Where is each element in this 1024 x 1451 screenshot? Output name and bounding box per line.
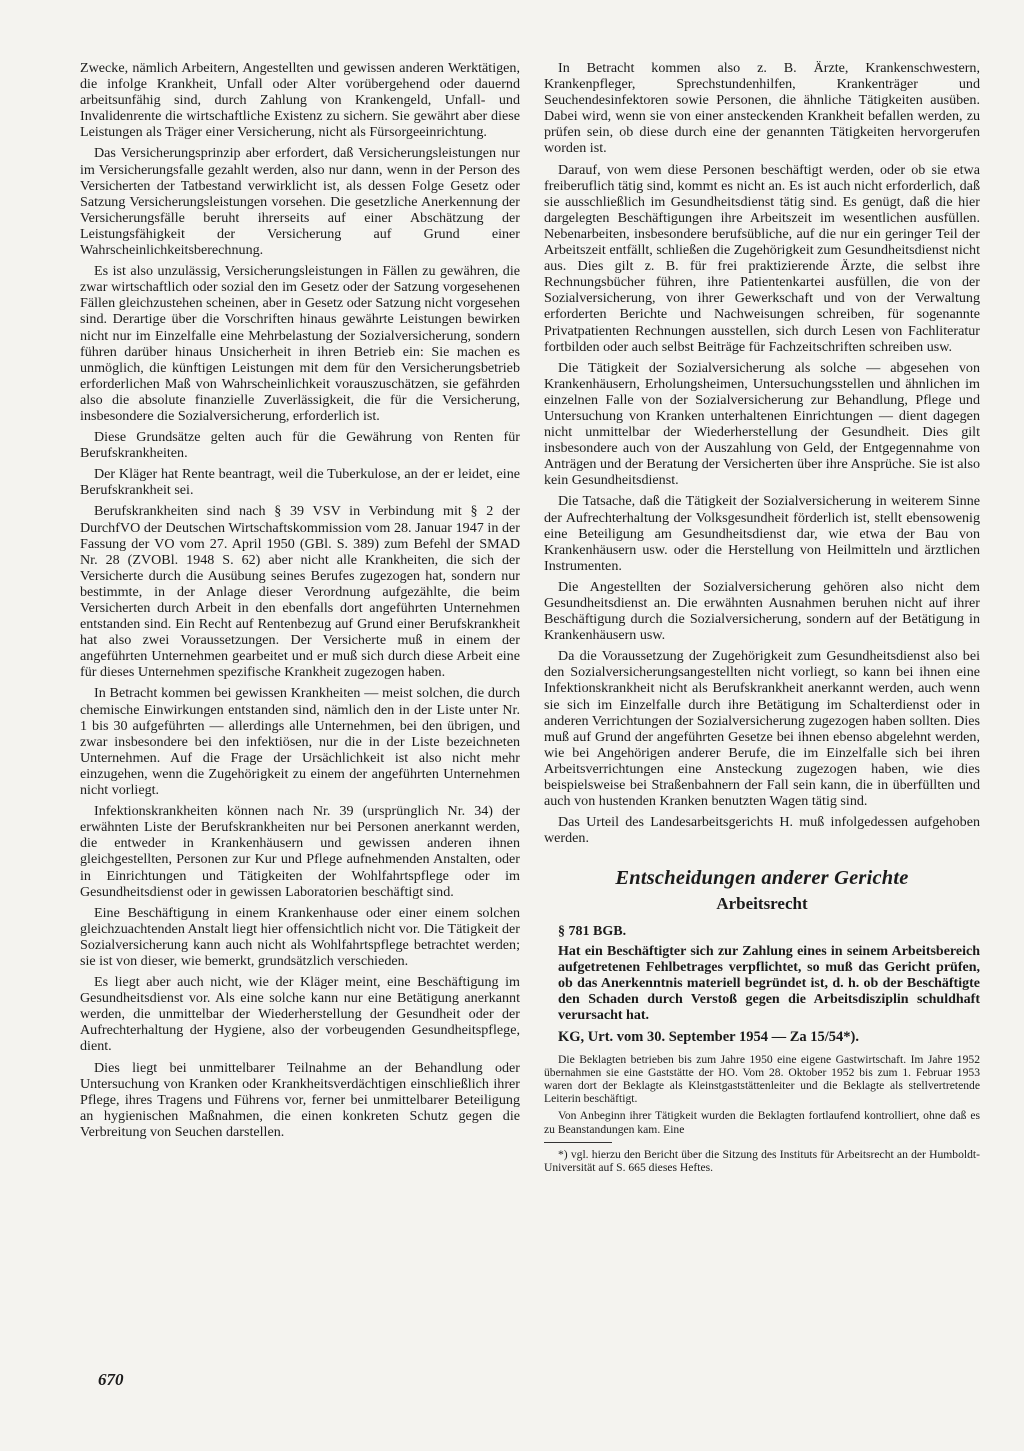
paragraph: Von Anbeginn ihrer Tätigkeit wurden die Beklagten fortlaufend kontrolliert, ohne daß es zu Beanstandungen kam. Eine [544,1109,980,1136]
footnote-divider [544,1142,612,1143]
paragraph: Dies liegt bei unmittelbarer Teilnahme an der Behandlung oder Untersuchung von Kranken oder Krankheitsverdächtigen einschließlich ihrer Pflege, ihres Tragens und Führens vor, ferner bei unmittelbarer Beteiligung an hygienischen Maßnahmen, die einen konkreten Schutz gegen die Verbreitung von Seuchen darstellen. [80,1059,520,1140]
paragraph: Es ist also unzulässig, Versicherungsleistungen in Fällen zu gewähren, die zwar wirtschaftlich oder sozial den im Gesetz oder der Satzung vorgesehenen Fällen gleichzustehen scheinen, aber in Gesetz oder Satzung nicht vorgesehen sind. Derartige über die Vorschriften hinaus gewährte Leistungen bewirken nicht nur im Einzelfalle eine Mehrbelastung der Sozialversicherung, sondern führen darüber hinaus Unsicherheit in ihren Betrieb ein: Sie machen es unmöglich, die künftigen Leistungen mit dem für den Versicherungsbetrieb erforderlichen Maß von Wahrscheinlichkeit vorauszuschätzen, sie gefährden also die absolute finanzielle Zuverlässigkeit, die für die Versicherung, insbesondere die Sozialversicherung, erforderlich ist. [80,263,520,424]
case-body [544,1053,980,1136]
paragraph: Es liegt aber auch nicht, wie der Kläger meint, eine Beschäftigung im Gesundheitsdienst vor. Als eine solche kann nur eine Betätigung anerkannt werden, die unmittelbar der Wiederherstellung der Gesundheit oder der Aufrechterhaltung der Hygiene, also der vorbeugenden Gesundheitspflege, dient. [80,974,520,1055]
paragraph: Die Beklagten betrieben bis zum Jahre 1950 eine eigene Gastwirtschaft. Im Jahre 1952 übernahmen sie eine Gaststätte der HO. Vom 28. Oktober 1952 bis zum 1. Februar 1953 waren dort der Beklagte als Kleinstgaststättenleiter und die Beklagte als stellvertretende Leiterin beschäftigt. [544,1052,980,1106]
paragraph: Infektionskrankheiten können nach Nr. 39 (ursprünglich Nr. 34) der erwähnten Liste der Berufskrankheiten nur bei Personen anerkannt werden, die entweder in Krankenhäusern und gewissen anderen ihnen gleichgestellten, Personen zur Kur und Pflege aufnehmenden Anstalten, oder in Einrichtungen und Tätigkeiten der Wohlfahrtspflege oder im Gesundheitsdienst oder in gewissen Laboratorien beschäftigt sind. [80,803,520,900]
page-number: 670 [98,1370,124,1389]
paragraph: Eine Beschäftigung in einem Krankenhause oder einer einem solchen gleichzuachtenden Anstalt liegt hier offensichtlich nicht vor. Die Tätigkeit der Sozialversicherung kann auch nicht als Wohlfahrtspflege betrachtet werden; sie ist von dieser, wie bemerkt, grundsätzlich verschieden. [80,904,520,969]
paragraph: In Betracht kommen bei gewissen Krankheiten — meist solchen, die durch chemische Einwirkungen entstanden sind, nämlich den in der Liste unter Nr. 1 bis 30 aufgeführten — allerdings alle Unternehmen, bei den übrigen, und zwar insbesondere bei den infektiösen, nur die in der Liste bezeichneten Unternehmen. Auf die Frage der Ursächlichkeit ist also nicht mehr einzugehen, wenn die Zugehörigkeit zu einem der angeführten Unternehmen nicht vorliegt. [80,685,520,799]
paragraph: Da die Voraussetzung der Zugehörigkeit zum Gesundheitsdienst also bei den Sozialversicherungsangestellten nicht vorliegt, so kann bei ihnen eine Infektionskrankheit nicht als Berufskrankheit anerkannt werden, auch wenn sie sich im Einzelfalle durch ihre Betätigung im Schalterdienst oder in anderen Verrichtungen der Sozialversicherung zugezogen haben sollten. Dies muß auf Grund der angeführten Gesetze bei ihnen ebenso abgelehnt werden, wie bei Angehörigen anderer Berufe, die im Einzelfalle sich bei ihren Arbeitsverrichtungen eine Ansteckung zugezogen haben, wie dies beispielsweise bei Straßenbahnern der Fall sein kann, die in überfüllten und auch von hustenden Kranken benutzten Wagen tätig sind. [544,648,980,810]
paragraph: Die Tätigkeit der Sozialversicherung als solche — abgesehen von Krankenhäusern, Erholungsheimen, Untersuchungsstellen und ähnlichen im einzelnen Falle von der Sozialversicherung zur Behandlung, Pflege und Untersuchung von Kranken unterhaltenen Einrichtungen — dient dagegen nicht unmittelbar der Wiederherstellung der Gesundheit. Dies gilt insbesondere auch von der Auszahlung von Geld, der Entgegennahme von Anträgen und der Beratung der Versicherten über ihre Ansprüche. Sie ist also kein Gesundheitsdienst. [544,359,980,489]
case-citation: KG, Urt. vom 30. September 1954 — Za 15/54*). [558,1028,859,1045]
paragraph: Zwecke, nämlich Arbeitern, Angestellten und gewissen anderen Werktätigen, die infolge Krankheit, Unfall oder Alter vorübergehend oder dauernd arbeitsunfähig sind, durch Zahlung von Krankengeld, Unfall- und Invalidenrente die wirtschaftliche Existenz zu sichern. Sie gewährt aber diese Leistungen als Träger einer Versicherung, nicht als Fürsorgeeinrichtung. [80,60,520,141]
footnote [544,1148,980,1174]
section-heading: Entscheidungen anderer Gerichte [615,867,909,890]
paragraph: Diese Grundsätze gelten auch für die Gewährung von Renten für Berufskrankheiten. [80,429,520,462]
paragraph: Darauf, von wem diese Personen beschäftigt werden, oder ob sie etwa freiberuflich tätig sind, kommt es nicht an. Es ist auch nicht erforderlich, daß sie ausschließlich im Gesundheitsdienst tätig sind. Es genügt, daß die hier dargelegten Beschäftigungen ihre Arbeitszeit im wesentlichen ausfüllen. Nebenarbeiten, insbesondere berufsübliche, auf die nur ein geringer Teil der Arbeitszeit entfällt, schließen die Zugehörigkeit zum Gesundheitsdienst nicht aus. Dies gilt z. B. für frei praktizierende Ärzte, die selbst ihre Rechnungsbücher führen, ihre Patientenkartei ausfüllen, die von der Sozialversicherung, von ihrer Gewerkschaft und von der Verwaltung erforderten Berichte und Nachweisungen schreiben, für sogenannte Privatpatienten Rechnungen ausstellen, sich durch Lesen von Fachliteratur fortbilden oder auch selbst Beiträge für Fachzeitschriften schreiben usw. [544,161,981,355]
paragraph: Das Versicherungsprinzip aber erfordert, daß Versicherungsleistungen nur im Versicherungsfalle gezahlt werden, also nur dann, wenn in der Person des Versicherten der Tatbestand verwirklicht ist, als dessen Folge Gesetz oder Satzung Versicherungsleistungen vorsehen. Die gesetzliche Anerkennung der Versicherungsfälle beruht ihrerseits auf einer Abschätzung der Leistungsfähigkeit der Versicherung auf Grund einer Wahrscheinlichkeitsberechnung. [80,145,520,259]
paragraph: In Betracht kommen also z. B. Ärzte, Krankenschwestern, Krankenpfleger, Sprechstundenhilfen, Krankenträger und Seuchendesinfektoren sowie Personen, die ähnliche Tätigkeiten ausüben. Dabei wird, wenn sie von einer ansteckenden Krankheit befallen werden, zu prüfen sein, ob diese durch eine der genannten Tätigkeiten hervorgerufen worden ist. [544,60,980,157]
paragraph: Die Tatsache, daß die Tätigkeit der Sozialversicherung in weiterem Sinne der Aufrechterhaltung der Volksgesundheit förderlich ist, stellt ebensowenig eine Beteiligung am Gesundheitsdienst dar, wie etwa der Bau von Krankenhäusern usw. oder die Herstellung von Heilmitteln und ärztlichen Instrumenten. [544,493,980,574]
leitsatz: Hat ein Beschäftigter sich zur Zahlung eines in seinem Arbeitsbereich aufgetretenen Fehlbetrages verpflichtet, so muß das Gericht prüfen, ob das Anerkenntnis materiell begründet ist, d. h. ob der Beschäftigte den Schaden durch Verstoß gegen die Arbeitsdisziplin schuldhaft verursacht hat. [558,943,980,1024]
left-column [80,60,520,1145]
footnote-text: *) vgl. hierzu den Bericht über die Sitzung des Instituts für Arbeitsrecht an der Humboldt-Universität auf S. 665 dieses Heftes. [544,1147,980,1175]
paragraph: Die Angestellten der Sozialversicherung gehören also nicht dem Gesundheitsdienst an. Die erwähnten Ausnahmen beruhen nicht auf ihrer Beschäftigung durch die Sozialversicherung, sondern auf der Betätigung in Krankenhäusern usw. [544,578,980,644]
paragraph: Berufskrankheiten sind nach § 39 VSV in Verbindung mit § 2 der DurchfVO der Deutschen Wirtschaftskommission vom 28. Januar 1947 in der Fassung der VO vom 27. April 1950 (GBl. S. 389) zum Befehl der SMAD Nr. 28 (ZVOBl. 1948 S. 62) aber nicht alle Krankheiten, die sich der Versicherte durch die Ausübung seines Berufes zugezogen hat, sondern nur bestimmte, in der Anlage dieser Verordnung aufgezählte, die beim Versicherten durch Arbeit in den ebenfalls dort angeführten Unternehmen entstanden sind. Ein Recht auf Rentenbezug auf Grund einer Berufskrankheit hat also zwei Voraussetzungen. Der Versicherte muß in einem der angeführten Unternehmen gearbeitet und er muß sich durch diese Arbeit eine für dieses Unternehmen spezifische Krankheit zugezogen haben. [80,503,520,681]
paragraph: Das Urteil des Landesarbeitsgerichts H. muß infolgedessen aufgehoben werden. [544,814,980,847]
right-column [544,60,980,1174]
paragraph: Der Kläger hat Rente beantragt, weil die Tuberkulose, an der er leidet, eine Berufskrankheit sei. [80,466,520,499]
section-subheading: Arbeitsrecht [716,894,808,914]
law-reference: § 781 BGB. [558,924,627,940]
